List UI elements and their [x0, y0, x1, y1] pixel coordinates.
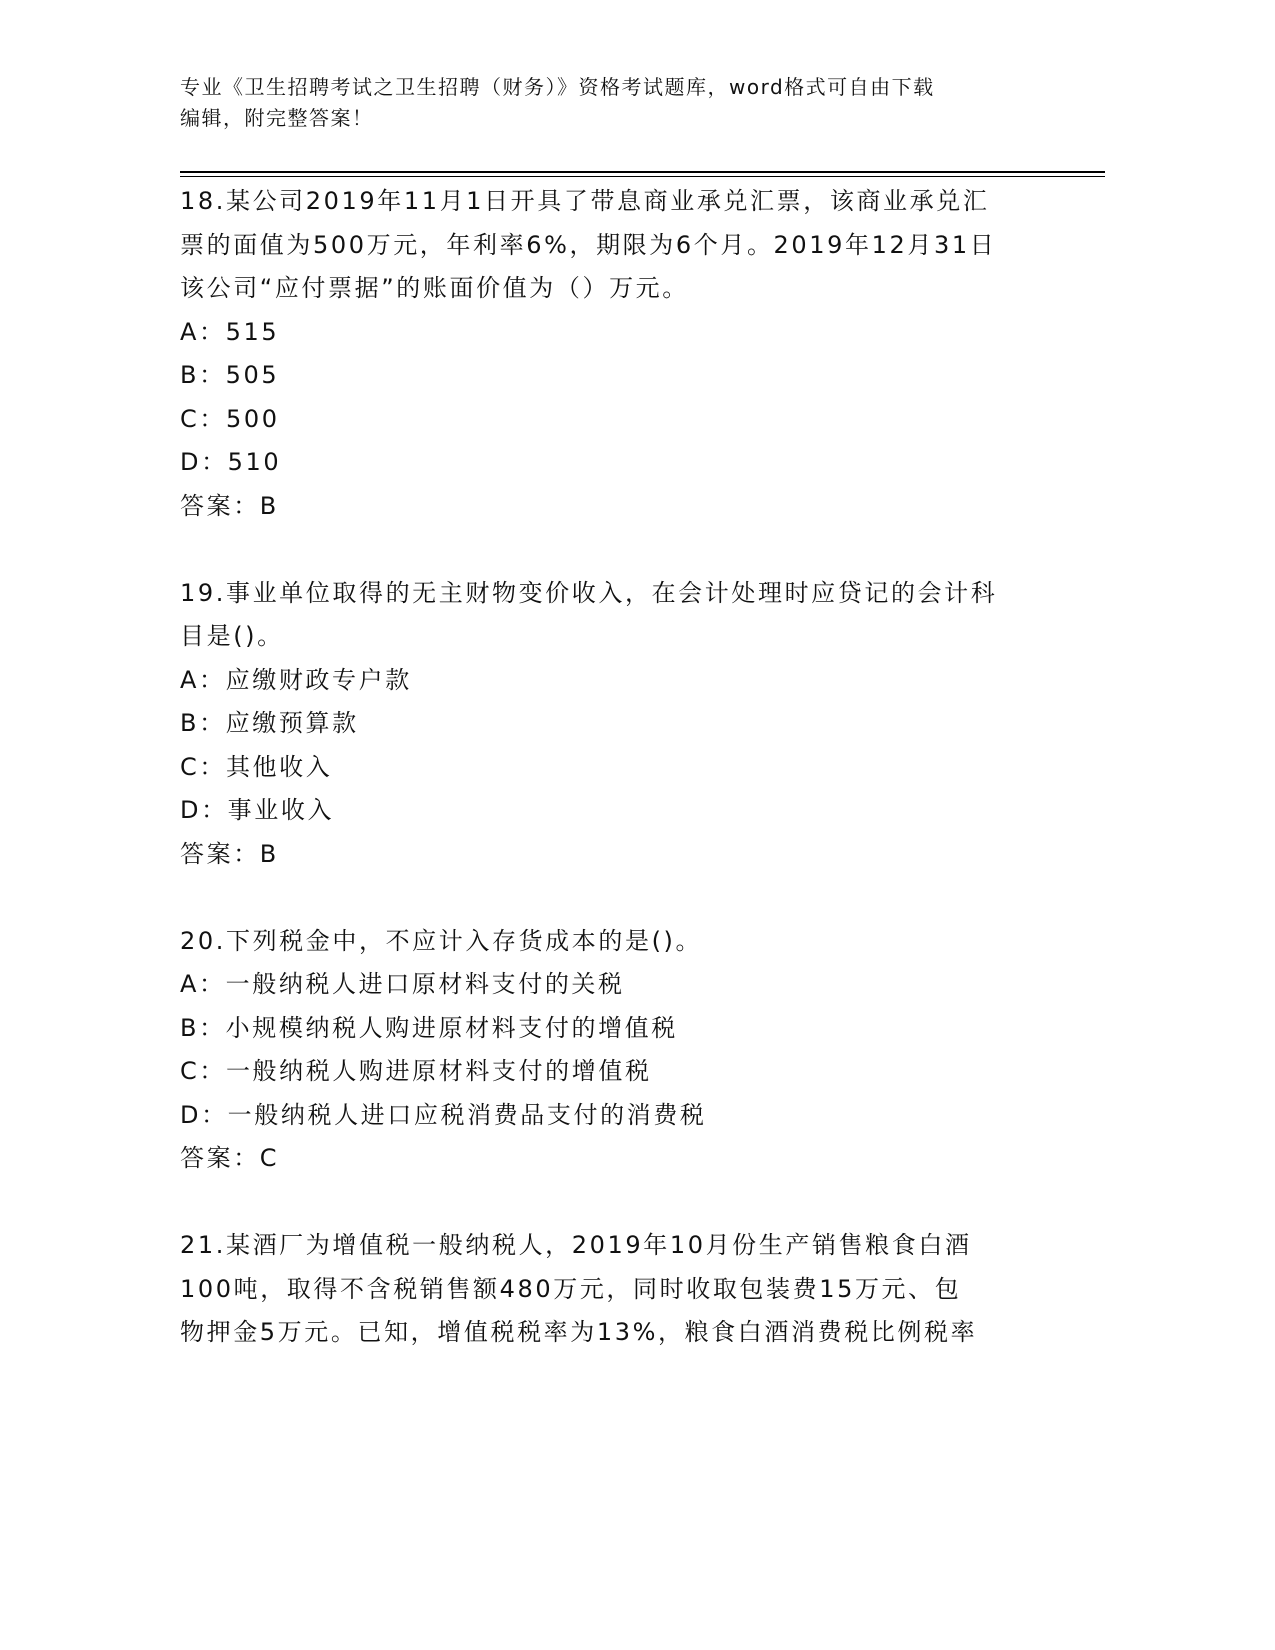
header-line-1: 专业《卫生招聘考试之卫生招聘（财务）》资格考试题库，word格式可自由下载 [180, 75, 935, 99]
option-a: A：一般纳税人进口原材料支付的关税 [180, 970, 625, 998]
option-c: C：一般纳税人购进原材料支付的增值税 [180, 1057, 652, 1085]
option-b: B：小规模纳税人购进原材料支付的增值税 [180, 1013, 678, 1042]
question-stem: 21.某酒厂为增值税一般纳税人，2019年10月份生产销售粮食白酒 [180, 1231, 972, 1259]
question-21 [180, 1224, 1040, 1355]
answer: 答案：C [180, 1144, 280, 1172]
question-18 [180, 180, 1040, 528]
header-divider-thick [180, 171, 1105, 173]
question-19 [180, 572, 1040, 877]
question-stem: 物押金5万元。已知，增值税税率为13%，粮食白酒消费税比例税率 [180, 1318, 978, 1346]
answer: 答案：B [180, 839, 279, 868]
question-20 [180, 920, 1040, 1181]
option-a: A：515 [180, 317, 280, 346]
option-d: D：一般纳税人进口应税消费品支付的消费税 [180, 1100, 707, 1129]
question-stem: 目是()。 [180, 622, 284, 650]
question-stem: 该公司“应付票据”的账面价值为（）万元。 [180, 274, 689, 302]
option-d: D：事业收入 [180, 796, 335, 824]
option-c: C：500 [180, 404, 280, 433]
option-a: A：应缴财政专户款 [180, 665, 412, 694]
document-header [180, 72, 1040, 134]
header-line-2: 编辑，附完整答案！ [180, 106, 374, 130]
question-list [180, 180, 1040, 1398]
option-b: B：505 [180, 361, 280, 389]
question-stem: 18.某公司2019年11月1日开具了带息商业承兑汇票，该商业承兑汇 [180, 187, 990, 215]
option-b: B：应缴预算款 [180, 709, 359, 737]
question-stem: 100吨，取得不含税销售额480万元，同时收取包装费15万元、包 [180, 1274, 962, 1303]
question-stem: 票的面值为500万元，年利率6%，期限为6个月。2019年12月31日 [180, 230, 997, 259]
header-divider-thin [180, 176, 1105, 177]
answer: 答案：B [180, 491, 279, 520]
question-stem: 19.事业单位取得的无主财物变价收入，在会计处理时应贷记的会计科 [180, 578, 998, 607]
option-c: C：其他收入 [180, 752, 333, 781]
question-stem: 20.下列税金中，不应计入存货成本的是()。 [180, 926, 703, 955]
option-d: D：510 [180, 448, 282, 476]
